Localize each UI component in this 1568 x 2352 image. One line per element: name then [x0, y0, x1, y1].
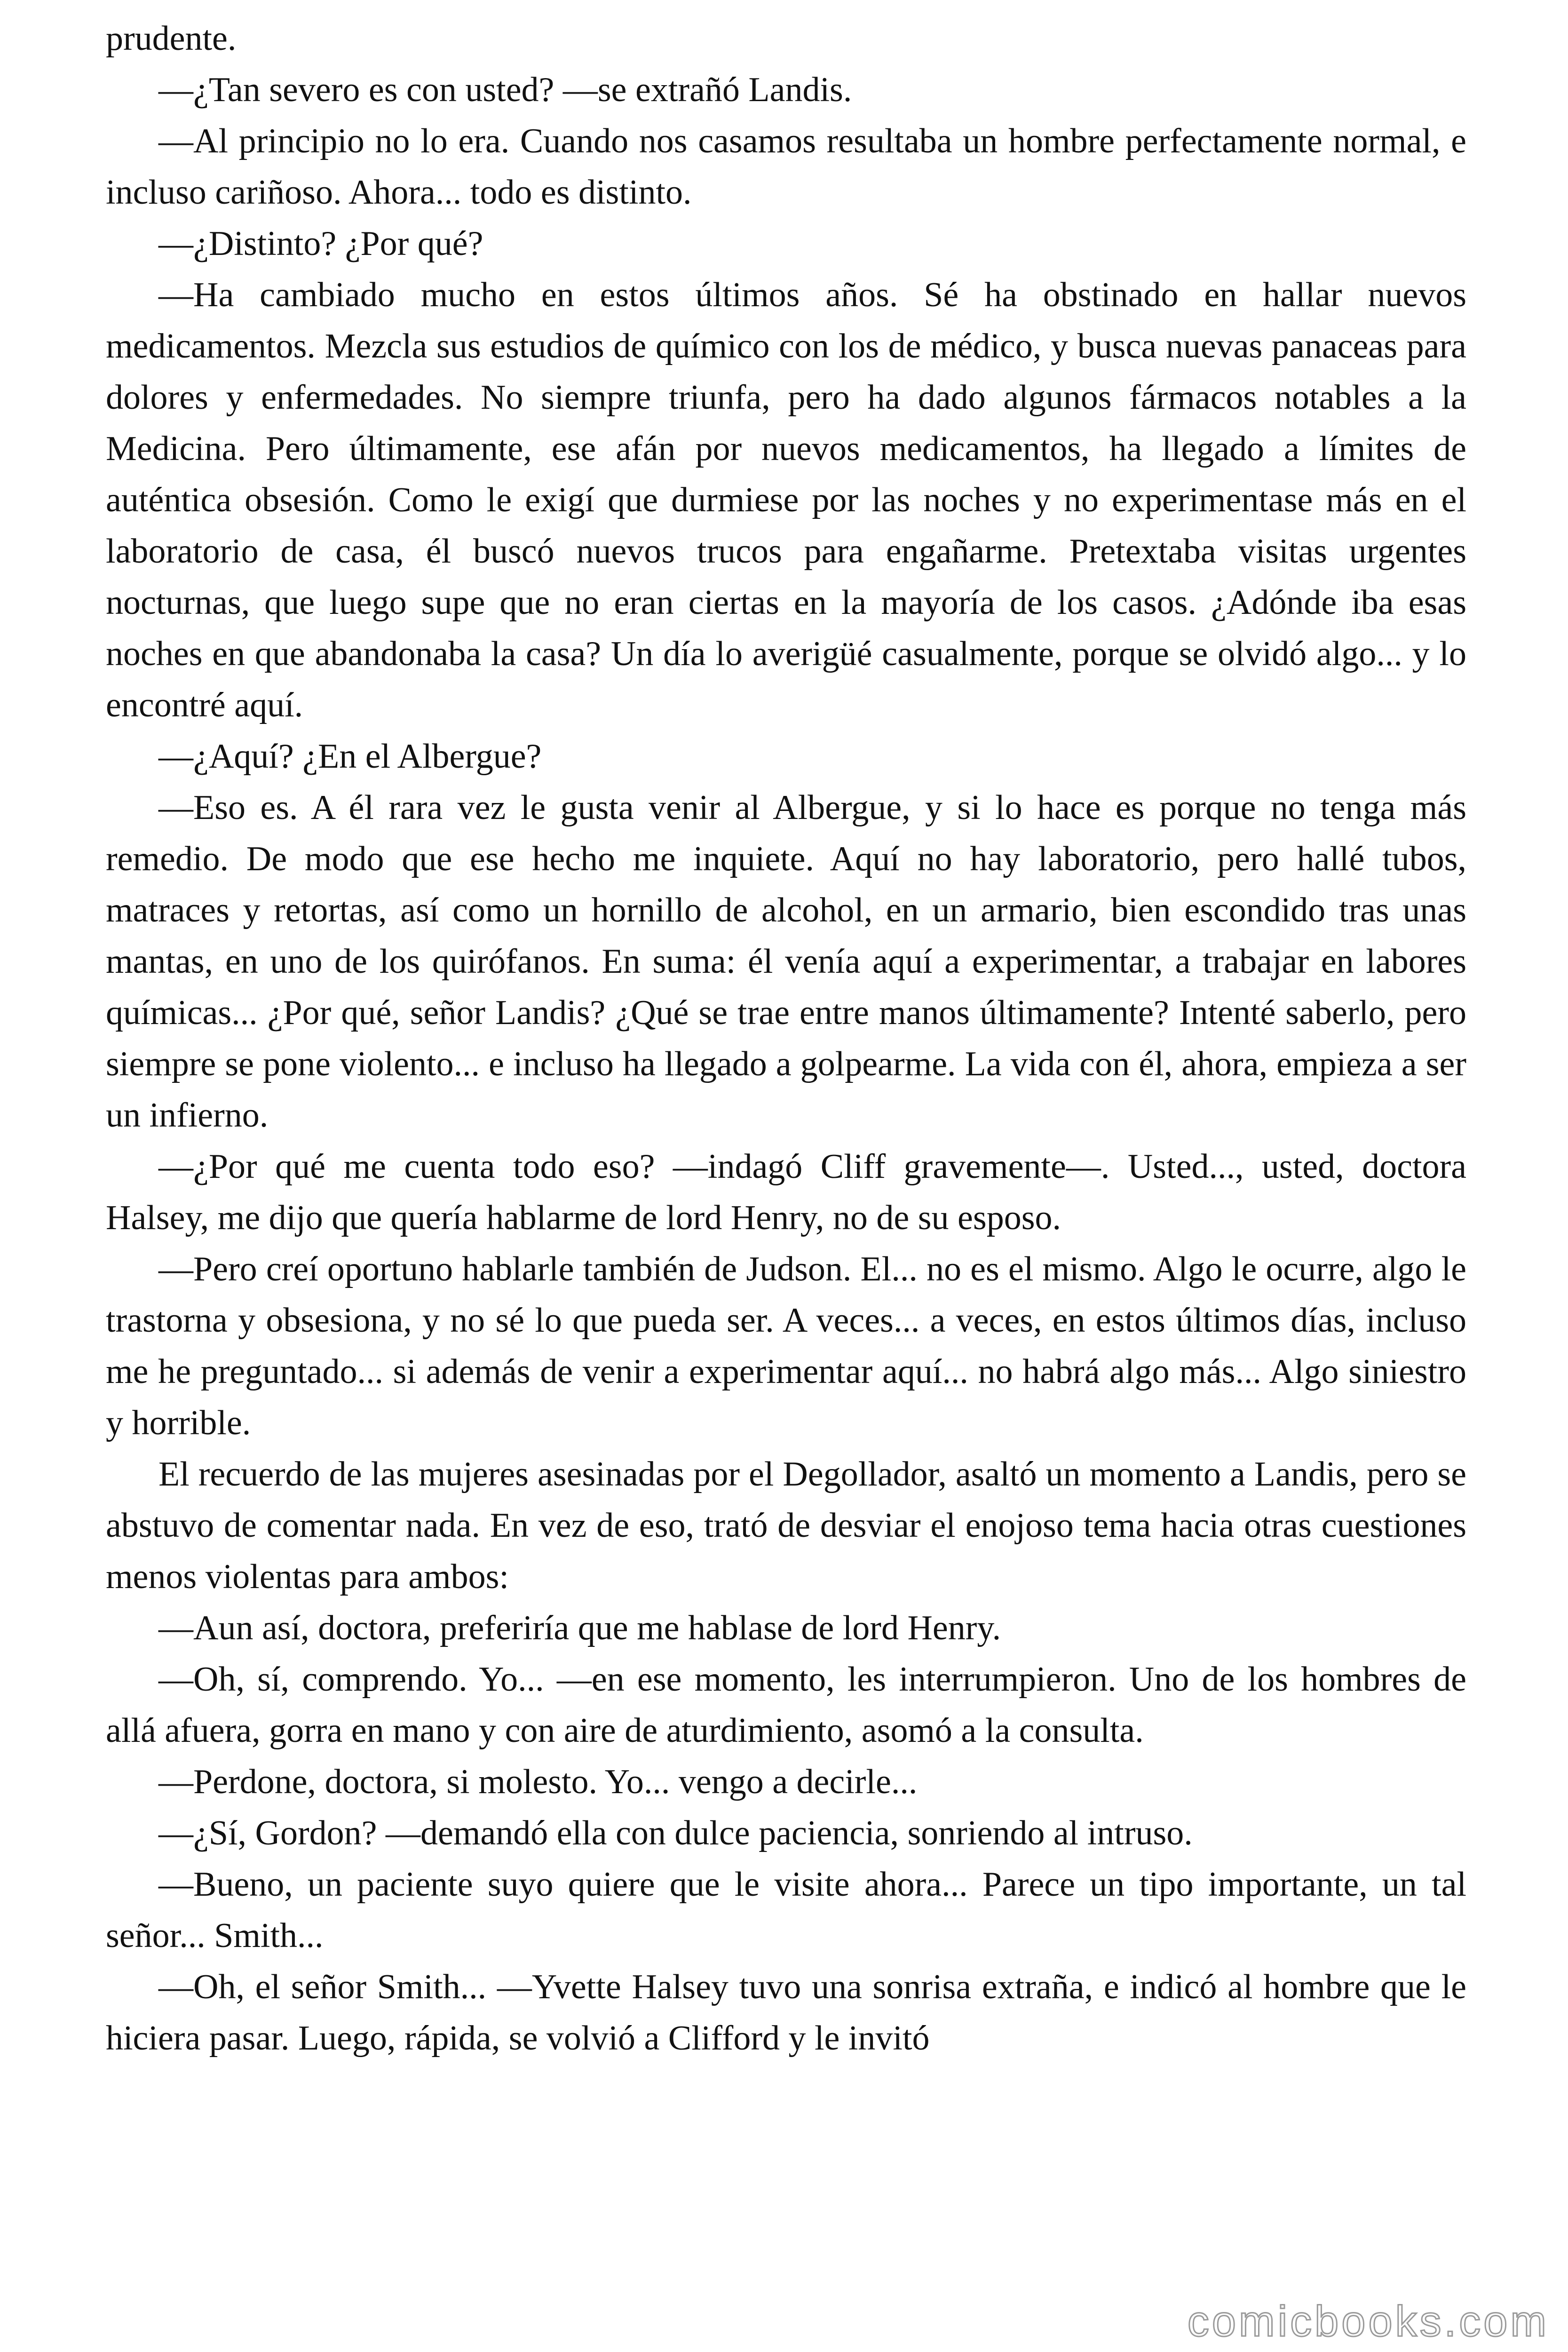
- site-watermark: comicbooks.com: [1187, 2297, 1549, 2345]
- paragraph: prudente.: [106, 19, 237, 58]
- paragraph: —¿Tan severo es con usted? —se extrañó Landis.: [158, 71, 852, 109]
- page-text: [106, 13, 1466, 2064]
- paragraph: —Perdone, doctora, si molesto. Yo... vengo a decirle...: [158, 1763, 918, 1801]
- paragraph: —¿Distinto? ¿Por qué?: [158, 224, 483, 263]
- paragraph: —¿Sí, Gordon? —demandó ella con dulce paciencia, sonriendo al intruso.: [158, 1814, 1193, 1852]
- paragraph: —¿Por qué me cuenta todo eso? —indagó Cliff gravemente—. Usted..., usted, doctora Halsey, me dijo que quería hablarme de lord Henry, no de su esposo.: [106, 1147, 1466, 1237]
- paragraph: —Eso es. A él rara vez le gusta venir al Albergue, y si lo hace es porque no tenga más remedio. De modo que ese hecho me inquiete. Aquí no hay laboratorio, pero hallé tubos, matraces y retortas, así como un hornillo de alcohol, en un armario, bien escondido tras unas mantas, en uno de los quirófanos. En suma: él venía aquí a experimentar, a trabajar en labores químicas... ¿Por qué, señor Landis? ¿Qué se trae entre manos últimamente? Intenté saberlo, pero siempre se pone violento... e incluso ha llegado a golpearme. La vida con él, ahora, empieza a ser un infierno.: [106, 788, 1466, 1135]
- paragraph: —Bueno, un paciente suyo quiere que le visite ahora... Parece un tipo importante, un tal señor... Smith...: [106, 1865, 1466, 1955]
- paragraph: —Aun así, doctora, preferiría que me hablase de lord Henry.: [158, 1609, 1001, 1647]
- paragraph: —Oh, el señor Smith... —Yvette Halsey tuvo una sonrisa extraña, e indicó al hombre que le hiciera pasar. Luego, rápida, se volvió a Clifford y le invitó: [106, 1968, 1466, 2058]
- paragraph: El recuerdo de las mujeres asesinadas por el Degollador, asaltó un momento a Landis, pero se abstuvo de comentar nada. En vez de eso, trató de desviar el enojoso tema hacia otras cuestiones menos violentas para ambos:: [106, 1455, 1466, 1596]
- paragraph: —Al principio no lo era. Cuando nos casamos resultaba un hombre perfectamente normal, e incluso cariñoso. Ahora... todo es distinto.: [106, 122, 1466, 212]
- paragraph: —Ha cambiado mucho en estos últimos años. Sé ha obstinado en hallar nuevos medicamentos. Mezcla sus estudios de químico con los de médico, y busca nuevas panaceas para dolores y enfermedades. No siempre triunfa, pero ha dado algunos fármacos notables a la Medicina. Pero últimamente, ese afán por nuevos medicamentos, ha llegado a límites de auténtica obsesión. Como le exigí que durmiese por las noches y no experimentase más en el laboratorio de casa, él buscó nuevos trucos para engañarme. Pretextaba visitas urgentes nocturnas, que luego supe que no eran ciertas en la mayoría de los casos. ¿Adónde iba esas noches en que abandonaba la casa? Un día lo averigüé casualmente, porque se olvidó algo... y lo encontré aquí.: [106, 276, 1466, 724]
- paragraph: —Oh, sí, comprendo. Yo... —en ese momento, les interrumpieron. Uno de los hombres de allá afuera, gorra en mano y con aire de aturdimiento, asomó a la consulta.: [106, 1660, 1466, 1750]
- paragraph: —Pero creí oportuno hablarle también de Judson. El... no es el mismo. Algo le ocurre, algo le trastorna y obsesiona, y no sé lo que pueda ser. A veces... a veces, en estos últimos días, incluso me he preguntado... si además de venir a experimentar aquí... no habrá algo más... Algo siniestro y horrible.: [106, 1250, 1466, 1442]
- paragraph: —¿Aquí? ¿En el Albergue?: [158, 737, 542, 776]
